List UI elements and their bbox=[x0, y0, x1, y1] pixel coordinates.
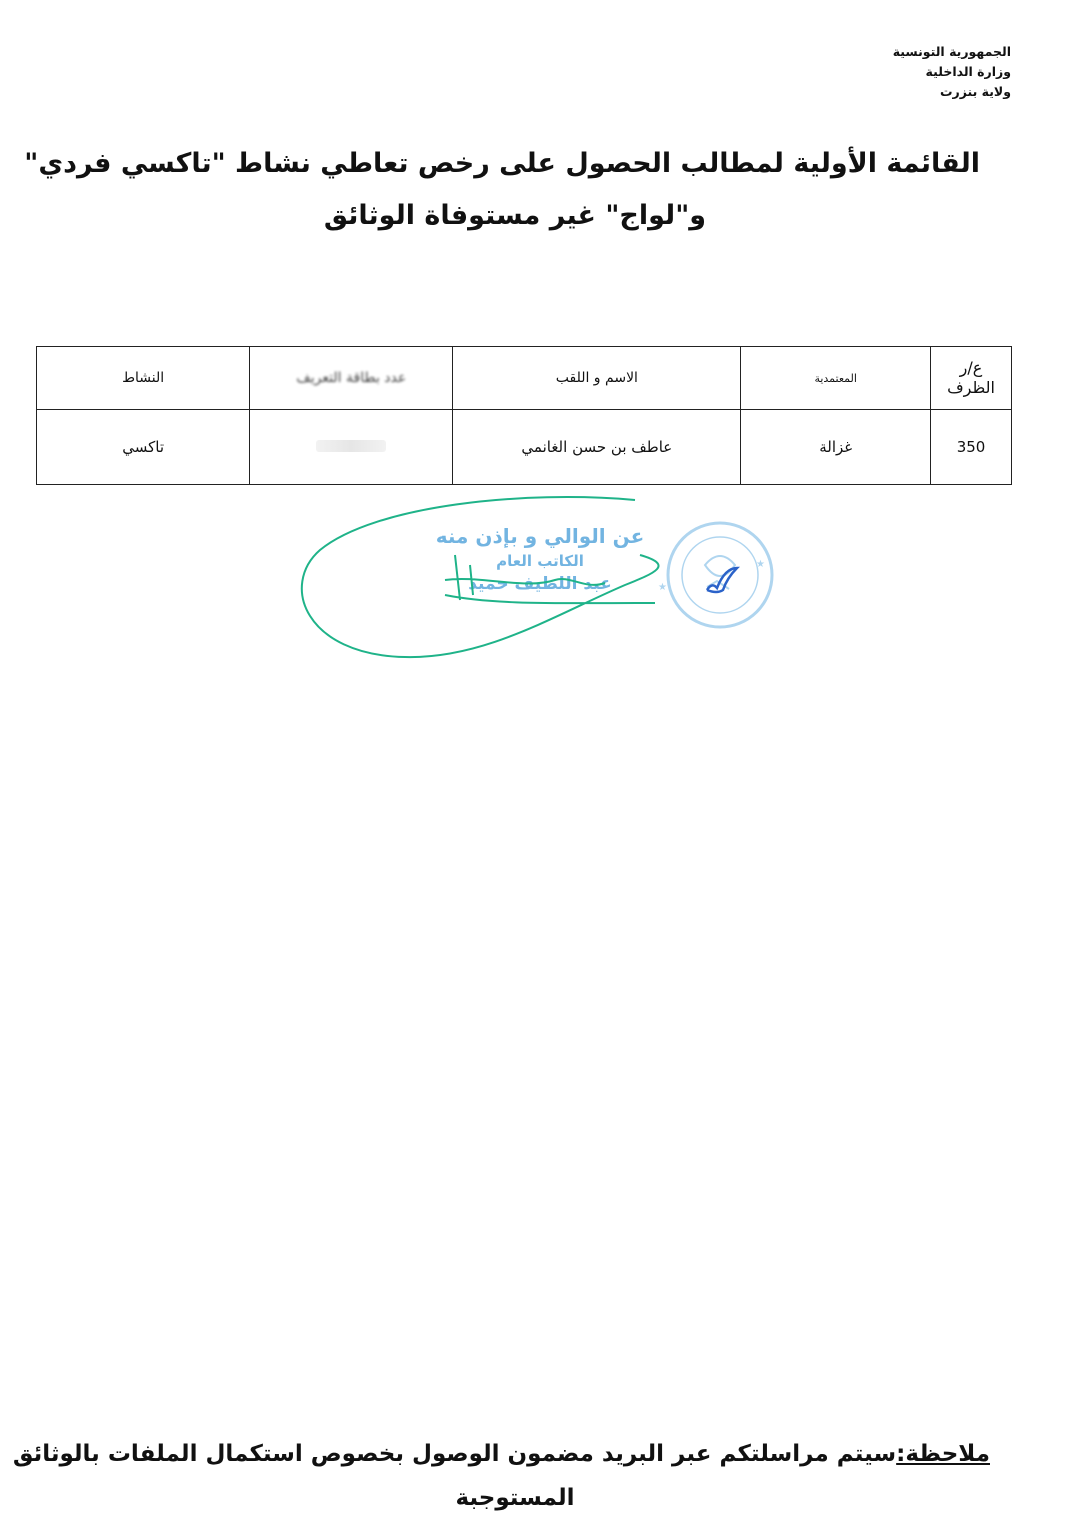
header-activity: النشاط bbox=[37, 347, 250, 410]
stamp-line-1: عن الوالي و بإذن منه bbox=[435, 524, 645, 548]
redacted-id bbox=[316, 440, 386, 452]
cell-id-number bbox=[250, 410, 453, 485]
header-republic: الجمهورية التونسية bbox=[892, 44, 1011, 59]
header-ministry: وزارة الداخلية bbox=[925, 64, 1011, 79]
header-envelope-number bbox=[931, 347, 1012, 410]
note-text: سيتم مراسلتكم عبر البريد مضمون الوصول بخصوص استكمال الملفات بالوثائق bbox=[12, 1441, 897, 1467]
signature-and-seal bbox=[295, 495, 795, 665]
signature-icon bbox=[302, 497, 659, 657]
issuer-header bbox=[821, 42, 1011, 102]
header-full-name: الاسم و اللقب bbox=[453, 347, 741, 410]
header-num-line-1: ع/ر bbox=[959, 358, 983, 377]
note-section bbox=[12, 1432, 990, 1520]
header-id-number bbox=[250, 347, 453, 410]
title-line-2: و"لواج" غير مستوفاة الوثائق bbox=[323, 200, 707, 231]
note-line-1 bbox=[12, 1432, 990, 1476]
header-delegation: المعتمدية bbox=[741, 347, 931, 410]
stamp-line-2: الكاتب العام bbox=[496, 552, 584, 570]
header-num-line-2: الظرف bbox=[947, 378, 995, 397]
page-title bbox=[24, 138, 980, 242]
svg-text:★: ★ bbox=[658, 582, 667, 593]
note-line-2: المستوجبة bbox=[455, 1485, 575, 1511]
title-line-1: القائمة الأولية لمطالب الحصول على رخص تعاطي نشاط "تاكسي فردي" bbox=[24, 148, 980, 179]
table-header-row bbox=[37, 347, 1012, 410]
applicants-table bbox=[36, 346, 1012, 485]
header-governorate: ولاية بنزرت bbox=[939, 84, 1011, 99]
note-label: ملاحظة: bbox=[896, 1441, 990, 1467]
official-seal-icon bbox=[658, 523, 772, 627]
cell-envelope-number: 350 bbox=[931, 410, 1012, 485]
svg-text:★: ★ bbox=[756, 559, 765, 570]
header-id-label: عدد بطاقة التعريف bbox=[296, 370, 407, 386]
cell-activity: تاكسي bbox=[37, 410, 250, 485]
stamp-line-3: عبد اللطيف حميد bbox=[468, 574, 612, 594]
table-row bbox=[37, 410, 1012, 485]
cell-delegation: غزالة bbox=[741, 410, 931, 485]
cell-full-name: عاطف بن حسن الغانمي bbox=[453, 410, 741, 485]
